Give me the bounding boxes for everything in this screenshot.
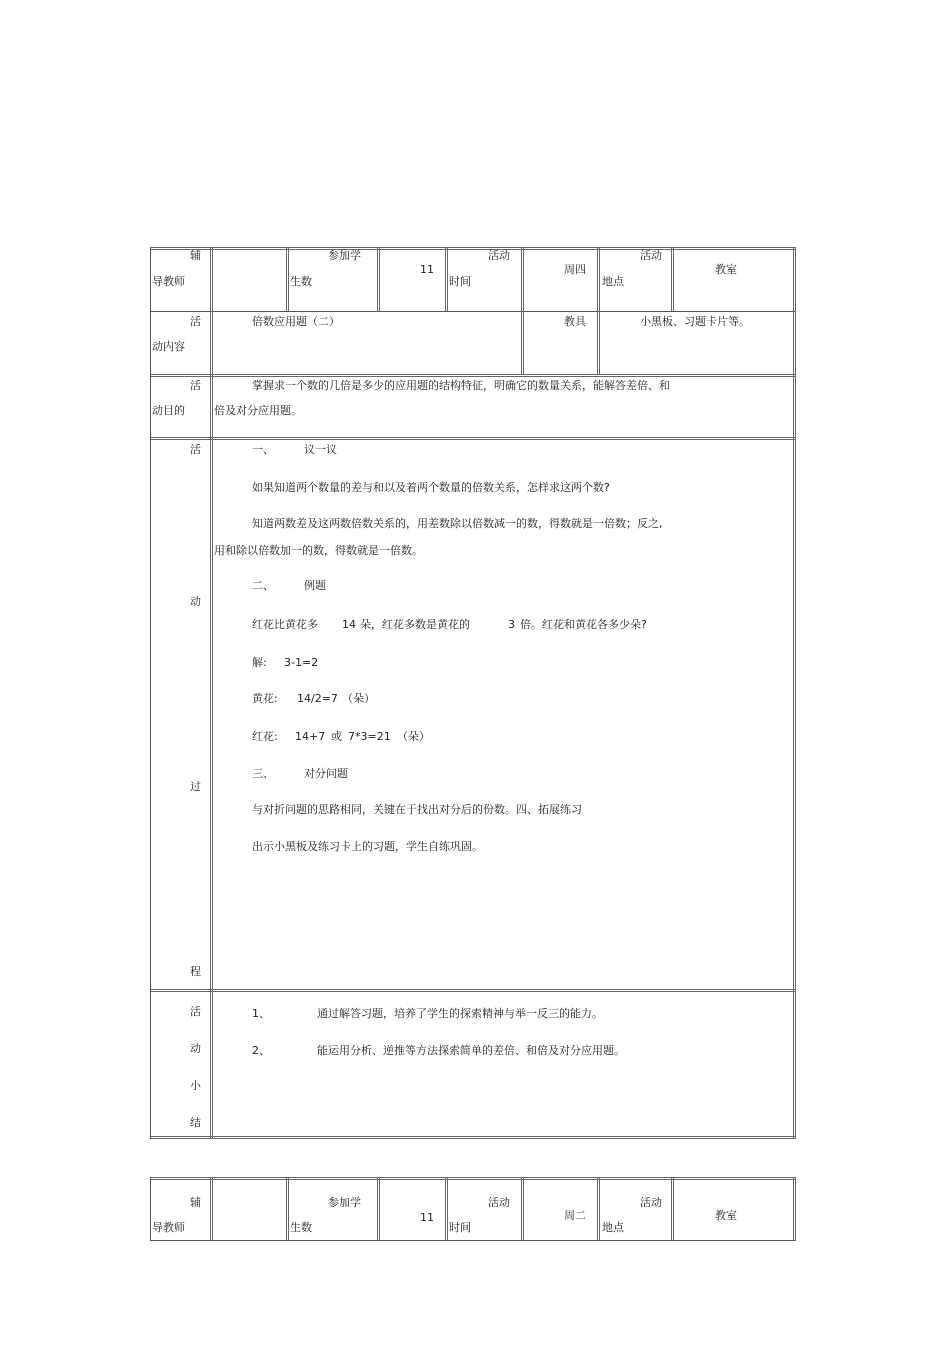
example-text-part2: 朵，红花多数是黄花的 — [360, 618, 470, 631]
cell-divider — [521, 247, 524, 311]
red-flower-unit: （朵） — [397, 730, 430, 743]
section2-title: 例题 — [304, 579, 326, 592]
tutor-label-part1: 辅 — [190, 249, 201, 262]
discussion-answer-line1: 知道两数差及这两数倍数关系的，用差数除以倍数减一的数，得数就是一倍数；反之, — [252, 517, 663, 530]
red-flower-label: 红花: — [252, 730, 278, 743]
example-text-part3: 倍。红花和黄花各多少朵? — [520, 618, 647, 631]
process-label-char3: 过 — [190, 780, 201, 793]
section3-number: 三、 — [252, 767, 274, 780]
students-label-part2: 生数 — [290, 275, 312, 288]
cell-divider — [671, 247, 674, 311]
summary-label-char2: 动 — [190, 1042, 201, 1055]
time-label-part1: 活动 — [488, 1196, 510, 1209]
cell-divider — [286, 247, 289, 311]
yellow-flower-equation: 14/2=7 — [297, 692, 338, 705]
row-divider — [150, 437, 796, 440]
red-flower-or: 或 — [331, 730, 342, 743]
solution-equation: 3-1=2 — [284, 656, 319, 669]
example-number-2: 3 — [508, 618, 515, 631]
time-value: 周二 — [564, 1209, 586, 1222]
purpose-label-part1: 活 — [190, 379, 201, 392]
cell-divider — [597, 1177, 600, 1241]
summary-label-char3: 小 — [190, 1079, 201, 1092]
section3-title: 对分问题 — [304, 767, 348, 780]
purpose-text-line1: 掌握求一个数的几倍是多少的应用题的结构特征，明确它的数量关系，能解答差倍、和 — [252, 379, 670, 392]
table1-left-border — [150, 247, 151, 1139]
location-value: 教室 — [715, 1209, 737, 1222]
row-divider — [150, 311, 796, 312]
students-label-part1: 参加学 — [328, 1196, 361, 1209]
table2-top-border — [150, 1177, 796, 1180]
location-label-part1: 活动 — [640, 249, 662, 262]
tutor-label-part2: 导教师 — [152, 275, 185, 288]
cell-divider — [377, 247, 380, 311]
section4-text: 出示小黑板及练习卡上的习题，学生自练巩固。 — [252, 840, 483, 853]
red-flower-equation-2: 7*3=21 — [348, 730, 391, 743]
process-label-char1: 活 — [190, 443, 201, 456]
purpose-label-part2: 动目的 — [152, 404, 185, 417]
solution-label: 解: — [252, 656, 267, 669]
summary-label-char1: 活 — [190, 1005, 201, 1018]
students-count: 11 — [420, 1211, 434, 1224]
example-number-1: 14 — [342, 618, 356, 631]
students-count: 11 — [420, 263, 434, 276]
cell-divider — [521, 311, 524, 374]
table2-right-border — [793, 1177, 796, 1241]
location-label-part1: 活动 — [640, 1196, 662, 1209]
row-divider — [150, 989, 796, 992]
red-flower-equation-1: 14+7 — [295, 730, 326, 743]
discussion-answer-line2: 用和除以倍数加一的数，得数就是一倍数。 — [214, 544, 423, 557]
tutor-label-part2: 导教师 — [152, 1221, 185, 1234]
section2-number: 二、 — [252, 579, 274, 592]
location-value: 教室 — [715, 263, 737, 276]
discussion-question: 如果知道两个数量的差与和以及着两个数量的倍数关系，怎样求这两个数? — [252, 481, 610, 494]
cell-divider — [445, 247, 448, 311]
cell-divider — [597, 311, 600, 374]
content-label-part2: 动内容 — [152, 340, 185, 353]
table1-right-border — [793, 247, 796, 1139]
label-column-divider — [210, 247, 213, 1139]
cell-divider — [521, 1177, 524, 1241]
content-label-part1: 活 — [190, 315, 201, 328]
row-divider — [150, 374, 796, 377]
cell-divider — [210, 1177, 213, 1241]
tutor-label-part1: 辅 — [190, 1196, 201, 1209]
tools-label: 教具 — [564, 315, 586, 328]
summary-label-char4: 结 — [190, 1116, 201, 1129]
tools-value: 小黑板、习题卡片等。 — [640, 315, 750, 328]
students-label-part1: 参加学 — [328, 249, 361, 262]
cell-divider — [597, 247, 600, 311]
summary-item2-number: 2、 — [252, 1044, 270, 1057]
location-label-part2: 地点 — [602, 1221, 624, 1234]
yellow-flower-unit: （朵） — [342, 692, 375, 705]
section1-title: 议一议 — [304, 443, 337, 456]
process-label-char4: 程 — [190, 965, 201, 978]
cell-divider — [286, 1177, 289, 1241]
table1-top-border — [150, 247, 796, 250]
section3-text: 与对折问题的思路相同，关键在于找出对分后的份数。四、拓展练习 — [252, 803, 582, 816]
cell-divider — [671, 1177, 674, 1241]
time-label-part2: 时间 — [449, 275, 471, 288]
location-label-part2: 地点 — [602, 275, 624, 288]
yellow-flower-label: 黄花: — [252, 692, 278, 705]
time-value: 周四 — [564, 263, 586, 276]
content-value: 倍数应用题（二） — [252, 315, 340, 328]
cell-divider — [377, 1177, 380, 1241]
purpose-text-line2: 倍及对分应用题。 — [214, 404, 302, 417]
section1-number: 一、 — [252, 443, 274, 456]
table2-bottom-border — [150, 1240, 796, 1241]
summary-item1-text: 通过解答习题，培养了学生的探索精神与举一反三的能力。 — [317, 1007, 603, 1020]
cell-divider — [445, 1177, 448, 1241]
students-label-part2: 生数 — [290, 1221, 312, 1234]
table2-left-border — [150, 1177, 151, 1241]
summary-item1-number: 1、 — [252, 1007, 270, 1020]
process-label-char2: 动 — [190, 595, 201, 608]
table1-bottom-border — [150, 1136, 796, 1139]
time-label-part1: 活动 — [488, 249, 510, 262]
example-text-part1: 红花比黄花多 — [252, 618, 318, 631]
summary-item2-text: 能运用分析、逆推等方法探索简单的差倍、和倍及对分应用题。 — [317, 1044, 625, 1057]
time-label-part2: 时间 — [449, 1221, 471, 1234]
